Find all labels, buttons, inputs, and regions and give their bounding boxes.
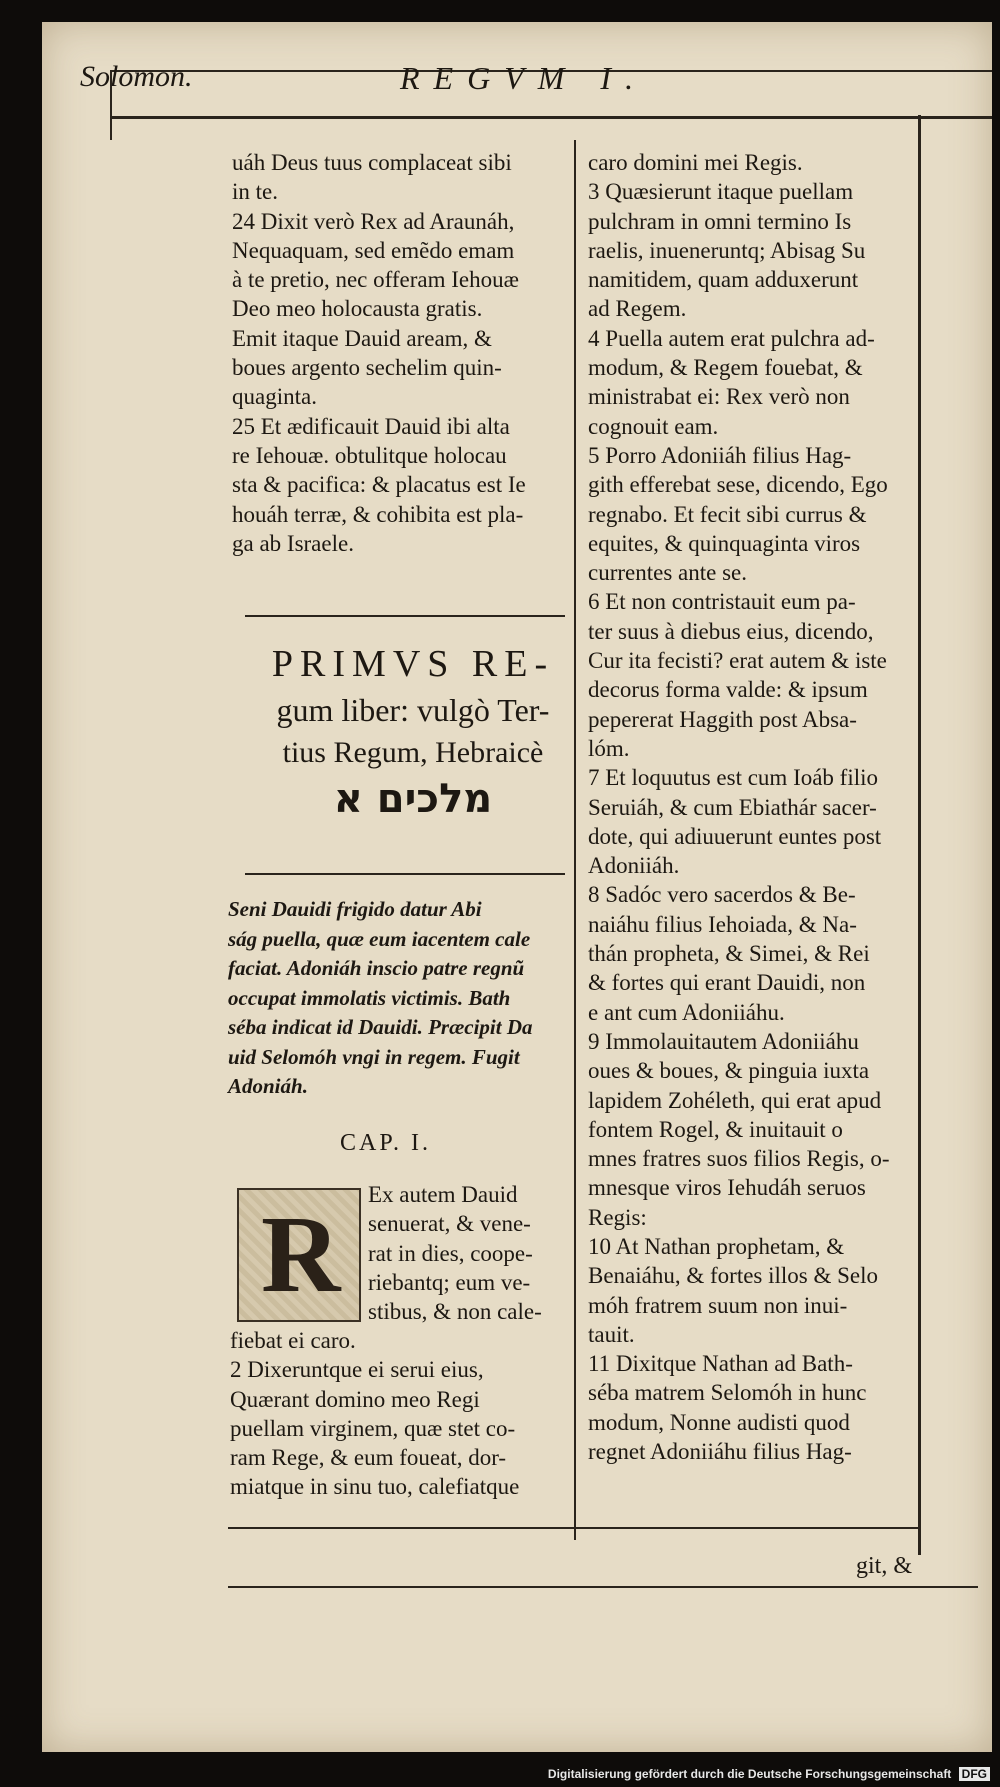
text-line: Regis: [588,1204,647,1230]
title-line-3: tius Regum, Hebraicè [282,736,544,769]
text-line: Seruiáh, & cum Ebiathár sacer- [588,794,877,820]
text-line: 9 Immolauitautem Adoniiáhu [588,1028,859,1054]
text-line: móh fratrem suum non inui- [588,1292,848,1318]
running-head-left: Solomon. [80,60,193,93]
text-line: senuerat, & vene- [368,1211,531,1237]
drop-cap-ornament [237,1188,361,1322]
text-line: fontem Rogel, & inuitauit o [588,1116,843,1142]
text-line: miatque in sinu tuo, calefiatque [230,1474,520,1500]
text-line: Deo meo holocausta gratis. [232,296,483,322]
text-line: caro domini mei Regis. [588,150,803,175]
chapter-opening [368,1180,542,1326]
text-line: gith efferebat sese, dicendo, Ego [588,472,888,498]
text-line: thán propheta, & Simei, & Rei [588,941,870,967]
text-line: rat in dies, coope- [368,1240,533,1266]
text-line: Benaiáhu, & fortes illos & Selo [588,1263,879,1289]
text-line: pepererat Haggith post Absa- [588,706,857,732]
text-line: in te. [232,179,278,205]
left-column-top [232,148,610,558]
text-line: stibus, & non cale- [368,1299,542,1325]
text-line: sta & pacifica: & placatus est Ie [232,472,526,498]
text-line: séba matrem Selomóh in hunc [588,1380,867,1406]
chapter-heading: CAP. I. [340,1130,432,1156]
text-line: riebantq; eum ve- [368,1269,531,1295]
text-line: ga ab Israele. [232,530,354,556]
text-line: Nequaquam, sed emẽdo emam [232,237,515,263]
summary-line: séba indicat id Dauidi. Præcipit Da [228,1015,533,1039]
text-line: boues argento sechelim quin- [232,355,502,381]
text-line: à te pretio, nec offeram Iehouæ [232,267,519,293]
text-line: regnabo. Et fecit sibi currus & [588,501,867,527]
left-column-bottom [230,1326,519,1502]
text-line: Ex autem Dauid [368,1182,518,1207]
text-line: naiáhu filius Iehoiada, & Na- [588,911,857,937]
text-line: Quærant domino meo Regi [230,1386,480,1412]
summary-line: ság puella, quæ eum iacentem cale [228,926,531,951]
text-line: mnesque viros Iehudáh seruos [588,1175,866,1201]
text-line: raelis, inueneruntq; Abisag Su [588,237,866,263]
text-line: fiebat ei caro. [230,1328,356,1353]
text-line: cognouit eam. [588,413,719,439]
text-line: puellam virginem, quæ stet co- [230,1415,516,1441]
summary-line: Seni Dauidi frigido datur Abi [228,897,482,921]
text-line: pulchram in omni termino Is [588,208,852,234]
text-line: tauit. [588,1321,635,1347]
text-line: e ant cum Adoniiáhu. [588,999,785,1025]
title-rule-top [245,615,565,617]
text-line: regnet Adoniiáhu filius Hag- [588,1439,852,1465]
summary-line: faciat. Adoniáh inscio patre regnũ [228,956,525,980]
text-line: equites, & quinquaginta viros [588,530,861,556]
right-column [588,148,958,1466]
text-line: Cur ita fecisti? erat autem & iste [588,648,887,674]
title-rule-bottom [245,873,565,875]
text-line: mnes fratres suos filios Regis, o- [588,1146,890,1172]
footer-text: Digitalisierung gefördert durch die Deutsche Forschungsgemeinschaft [547,1767,952,1781]
text-line: ad Regem. [588,296,687,322]
summary-line: occupat immolatis victimis. Bath [228,985,511,1010]
text-line: 4 Puella autem erat pulchra ad- [588,325,875,351]
text-line: 2 Dixeruntque ei serui eius, [230,1357,484,1383]
head-rule [112,116,992,119]
catchword: git, & [856,1553,913,1579]
text-line: modum, & Regem fouebat, & [588,355,863,381]
dfg-logo: DFG [959,1767,990,1781]
hebrew-title: מלכים א [333,776,493,822]
text-line: dote, qui adiuuerunt euntes post [588,823,882,849]
text-line: 7 Et loquutus est cum Ioáb filio [588,765,879,791]
book-title [228,640,598,824]
title-line-1: PRIMVS RE- [271,643,555,685]
text-line: quaginta. [232,384,317,410]
text-line: 10 At Nathan prophetam, & [588,1233,845,1259]
text-line: decorus forma valde: & ipsum [588,677,868,703]
title-line-2: gum liber: vulgò Ter- [276,692,550,728]
text-line: modum, Nonne audisti quod [588,1409,850,1435]
text-line: 6 Et non contristauit eum pa- [588,589,856,615]
text-line: re Iehouæ. obtulitque holocau [232,442,507,468]
text-line: 11 Dixitque Nathan ad Bath- [588,1351,853,1377]
text-line: Emit itaque Dauid aream, & [232,325,492,351]
text-line: & fortes qui erant Dauidi, non [588,970,866,996]
text-line: houáh terræ, & cohibita est pla- [232,501,524,527]
summary-line: Adoniáh. [228,1074,308,1098]
chapter-summary [228,895,598,1102]
text-line: lapidem Zohéleth, qui erat apud [588,1087,882,1113]
text-line: ter suus à diebus eius, dicendo, [588,618,874,644]
text-line: 5 Porro Adoniiáh filius Hag- [588,442,852,468]
summary-line: uid Selomóh vngi in regem. Fugit [228,1044,520,1069]
text-line: 3 Quæsierunt itaque puellam [588,179,854,205]
text-line: 24 Dixit verò Rex ad Araunáh, [232,208,515,234]
text-line: namitidem, quam adduxerunt [588,267,859,293]
text-line: uáh Deus tuus complaceat sibi [232,150,512,175]
drop-cap-letter: R [261,1193,341,1315]
digitization-footer [548,1767,990,1781]
text-line: Adoniiáh. [588,853,680,879]
text-line: 25 Et ædificauit Dauid ibi alta [232,413,510,439]
text-line: 8 Sadóc vero sacerdos & Be- [588,882,856,908]
bottom-rule [228,1527,918,1529]
running-head-center: REGVM I. [400,60,648,96]
text-line: currentes ante se. [588,560,748,586]
text-line: oues & boues, & pinguia iuxta [588,1058,870,1084]
text-line: ministrabat ei: Rex verò non [588,384,850,410]
text-line: ram Rege, & eum foueat, dor- [230,1445,507,1471]
footer-rule [228,1586,978,1588]
text-line: lóm. [588,735,630,761]
